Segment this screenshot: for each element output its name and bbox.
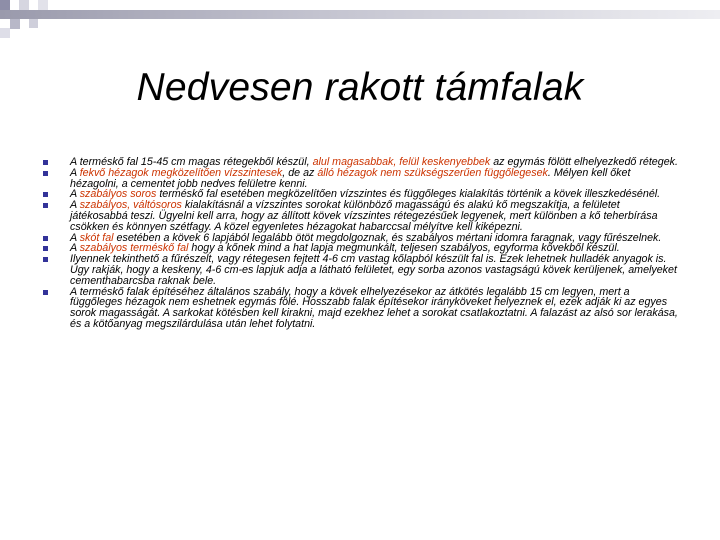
bullet-text: A <box>70 166 80 179</box>
bullet-item <box>40 200 680 232</box>
bullet-text: hogy a kőnek mind a hat lapja megmunkált, teljesen szabályos, egyforma kövekből készül. <box>188 242 620 255</box>
square-bullet-icon <box>43 160 48 165</box>
corner-square <box>10 19 20 29</box>
highlighted-term: alul magasabbak, felül keskenyebbek <box>312 156 491 168</box>
square-bullet-icon <box>43 246 48 251</box>
bullet-text: A terméskő fal 15-45 cm magas rétegekből készül, <box>70 156 313 168</box>
corner-square <box>38 0 48 10</box>
bullet-text: . Mélyen kell őket hézagolni, a cementet jobb nedves felületre kenni. <box>70 166 631 190</box>
bullet-text: A terméskő falak építéséhez általános szabály, hogy a kövek elhelyezésekor az átkötés legalább 15 cm legyen, mert a függőleges hézagok nem eshetnek egymás fölé. Hosszabb falak építésekor irányköveket helyeznek el, ezek adják ki az egyes sorok magasságát. A sarkokat kötésben kell kirakni, majd ezekhez lehet a sorokat csatlakoztatni. A falazást az alsó sor lerakása, és a kötőanyag megszilárdulása után lehet folytatni. <box>70 285 678 330</box>
highlighted-term: szabályos, váltósoros <box>79 199 182 212</box>
highlighted-term: szabályos terméskő fal <box>79 242 189 255</box>
bullet-text: A <box>70 231 80 244</box>
header-decoration <box>0 0 720 45</box>
bullet-item <box>40 168 680 190</box>
bullet-text: esetében a kövek 6 lapjából legalább ötöt megdolgoznak, és szabályos mértani idomra faragnak, vagy fűrészelnek. <box>113 231 662 244</box>
bullet-text: , de az <box>282 166 318 179</box>
header-band <box>0 10 720 19</box>
square-bullet-icon <box>43 171 48 176</box>
bullet-text: Ilyennek tekinthető a fűrészelt, vagy rétegesen fejtett 4-6 cm vastag kőlapból készült fal is. Ezek lehetnek hulladék anyagok is. Úgy rakják, hogy a keskeny, 4-6 cm-es lapjuk adja a látható felületet, egy sorba azonos vastagságú kövek kerüljenek, amelyeket cementhabarcsba raknak bele. <box>70 253 677 287</box>
highlighted-term: fekvő hézagok megközelítően vízszintesek <box>79 166 283 179</box>
bullet-item <box>40 287 680 330</box>
bullet-text: A <box>70 242 80 255</box>
highlighted-term: szabályos soros <box>79 188 157 201</box>
bullet-text: A <box>70 188 80 201</box>
square-bullet-icon <box>43 203 48 208</box>
square-bullet-icon <box>43 236 48 241</box>
square-bullet-icon <box>43 257 48 262</box>
bullet-text: kialakításnál a vízszintes sorokat különböző magasságú és alakú kő megszakítja, a felületet játékosabbá teszi. Ügyelni kell arra, hogy az állított kövek vízszintes rétegezésűek legyenek, mert különben a kő teherbírása csökken és könnyen szétfagy. A közel egyenletes hézagokat habarccsal mélyítve kell kiképezni. <box>70 199 658 233</box>
slide-title: Nedvesen rakott támfalak <box>136 66 584 109</box>
bullet-item <box>40 254 680 286</box>
square-bullet-icon <box>43 290 48 295</box>
square-bullet-icon <box>43 192 48 197</box>
bullet-text: terméskő fal esetében megközelítően vízszintes és függőleges kialakítás történik a kövek illeszkedésénél. <box>156 188 661 201</box>
corner-square <box>29 19 38 28</box>
bullet-list <box>40 157 680 330</box>
corner-square <box>0 28 10 38</box>
corner-square <box>19 0 29 10</box>
corner-square <box>0 0 10 10</box>
highlighted-term: álló hézagok nem szükségszerűen függőlegesek <box>317 166 548 179</box>
highlighted-term: skót fal <box>79 231 114 244</box>
bullet-text: A <box>70 199 80 212</box>
bullet-text: az egymás fölött elhelyezkedő rétegek. <box>490 156 678 168</box>
